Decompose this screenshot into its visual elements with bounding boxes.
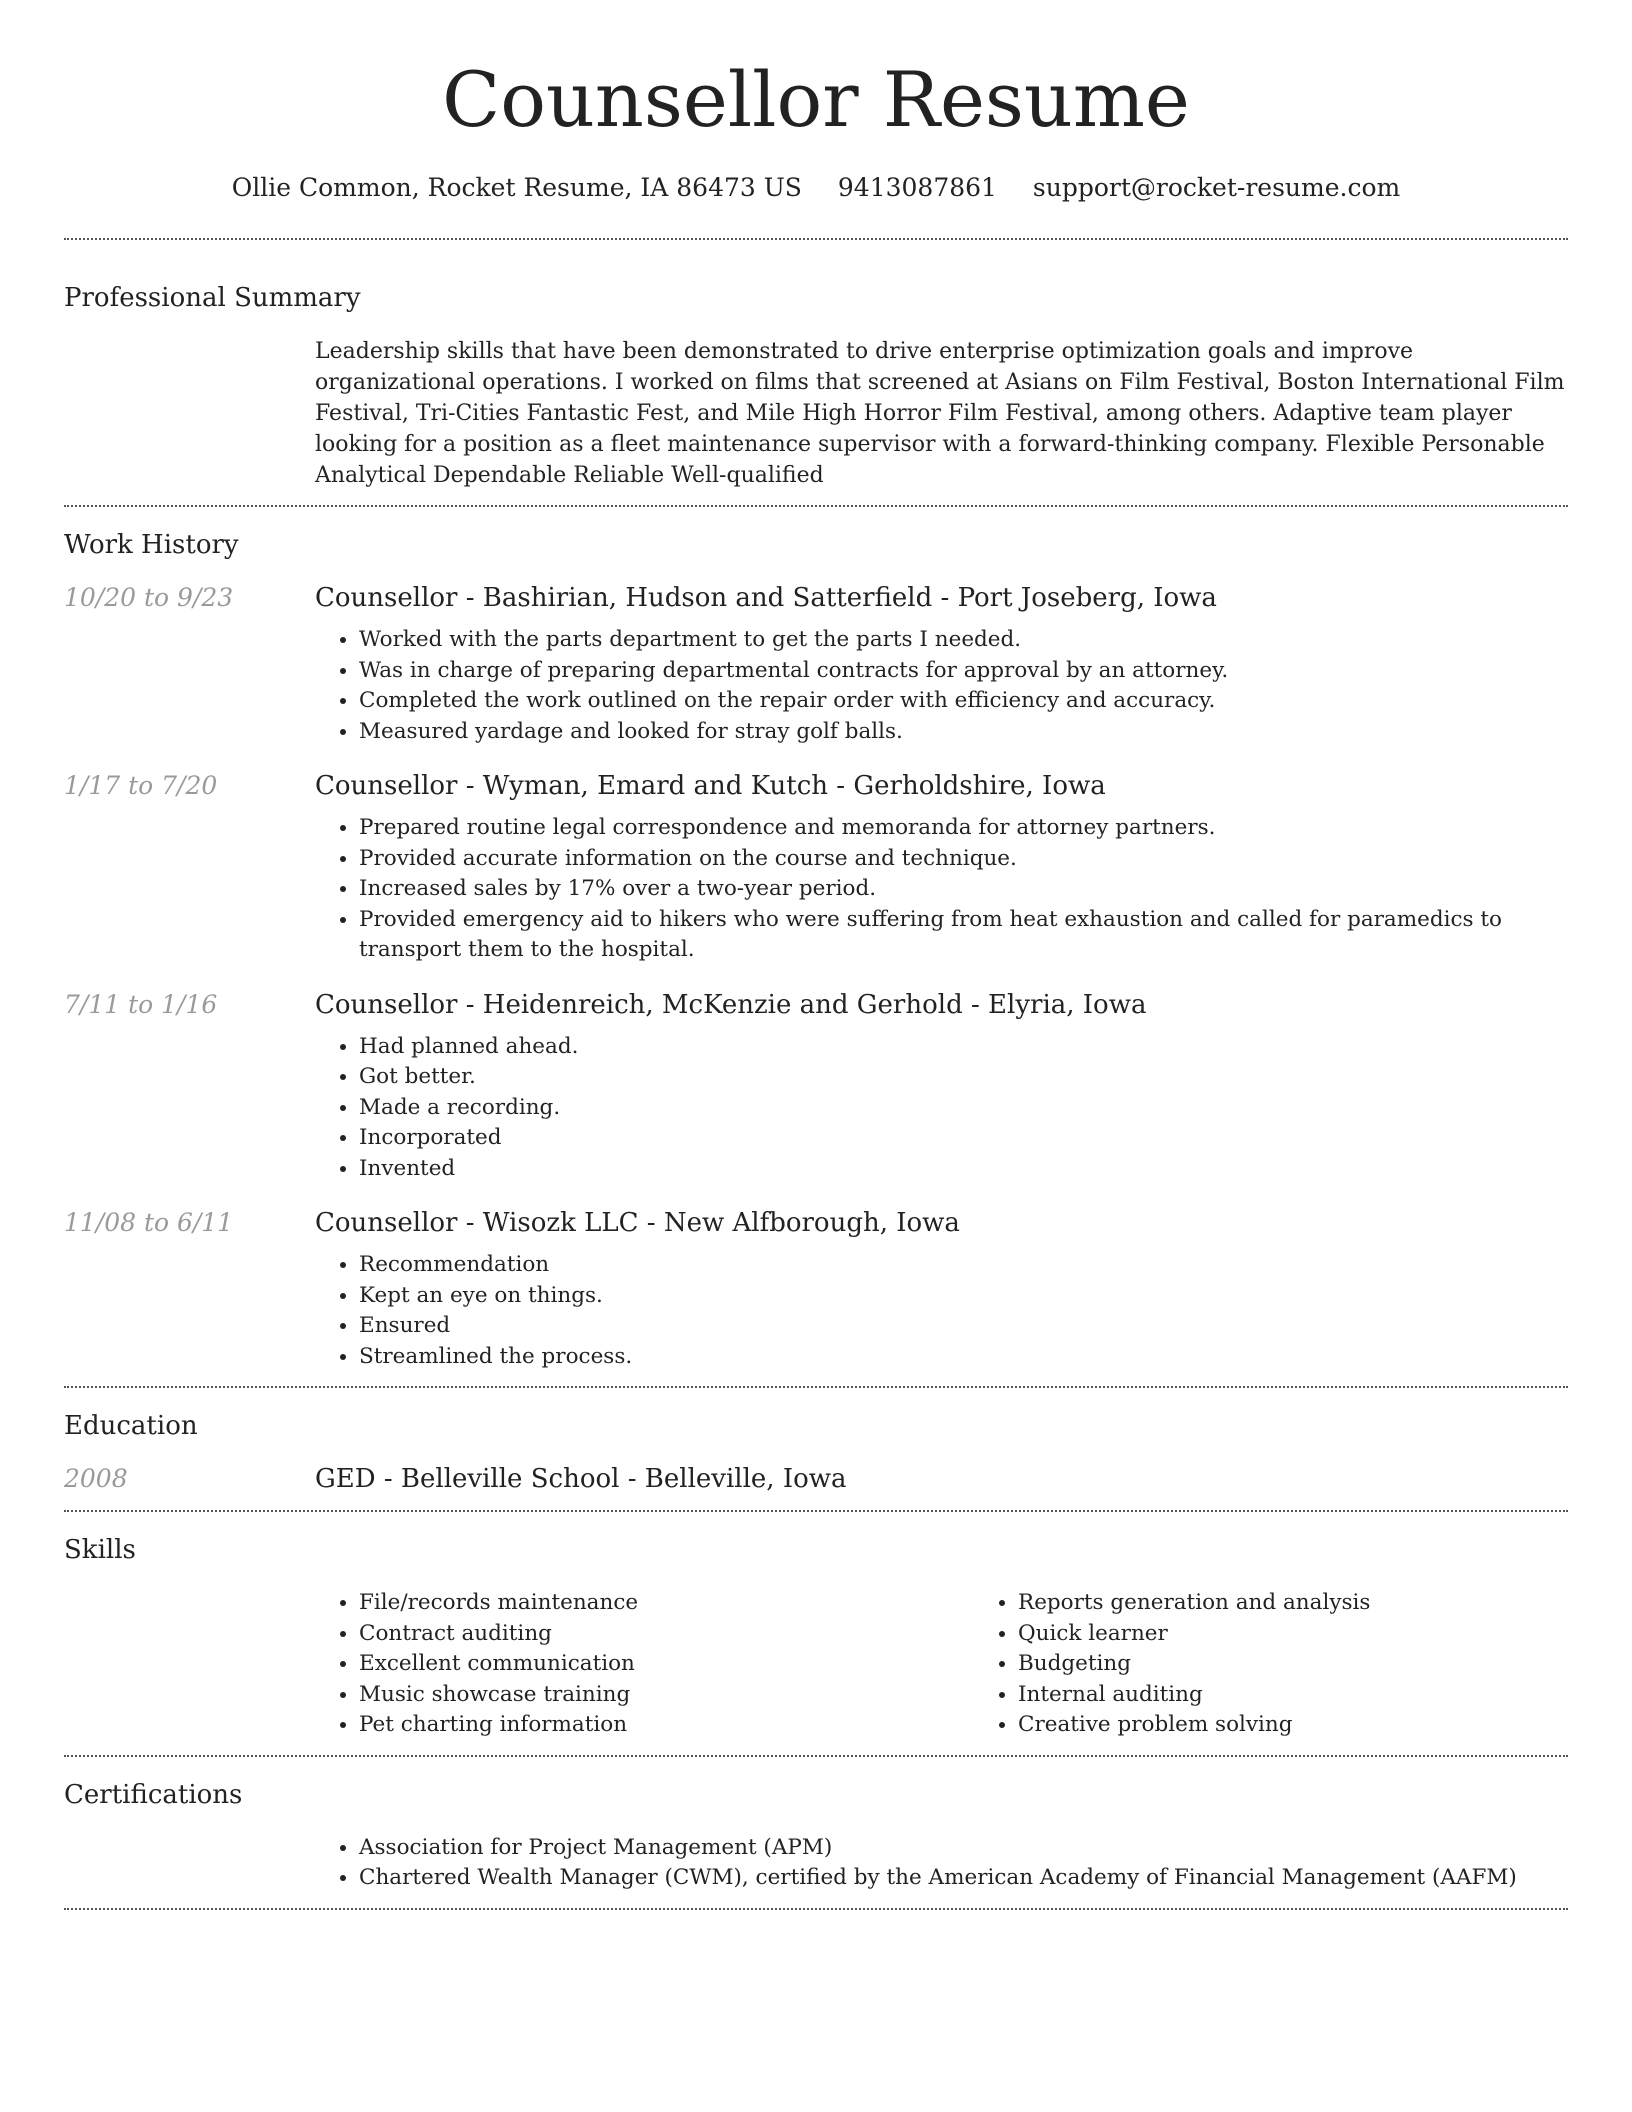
job-details	[315, 581, 1568, 747]
job-bullet: • Provided accurate information on the course and technique.	[359, 844, 1568, 875]
skills-list-right	[974, 1588, 1632, 1741]
summary-text: Leadership skills that have been demonstrated to drive enterprise optimization goals and improve organizational operations. I worked on films that screened at Asians on Film Festival, Boston International Film Festival, Tri-Cities Fantastic Fest, and Mile High Horror Film Festival, among others. Adaptive team player looking for a position as a fleet maintenance supervisor with a forward-thinking company. Flexible Personable Analytical Dependable Reliable Well-qualified	[315, 339, 1565, 488]
job-bullet: • Ensured	[359, 1311, 1568, 1342]
job-bullet: • Recommendation	[359, 1250, 1568, 1281]
contact-email: support@rocket-resume.com	[1032, 173, 1401, 202]
job-bullet: • Measured yardage and looked for stray golf balls.	[359, 717, 1568, 748]
job-date: 11/08 to 6/11	[64, 1208, 234, 1237]
job-bullet: • Streamlined the process.	[359, 1342, 1568, 1373]
skill-item: • Internal auditing	[1018, 1680, 1632, 1711]
contact-info	[64, 170, 1568, 206]
job-bullets	[315, 1032, 1568, 1185]
skill-item: • Reports generation and analysis	[1018, 1588, 1632, 1619]
skill-item: • Contract auditing	[359, 1619, 974, 1650]
education-heading: Education	[64, 1411, 198, 1441]
summary-heading: Professional Summary	[64, 283, 361, 313]
skill-item: • Creative problem solving	[1018, 1710, 1632, 1741]
certification-item: • Association for Project Management (APM)	[359, 1833, 1568, 1864]
education-title: GED - Belleville School - Belleville, Iowa	[315, 1464, 847, 1494]
skill-item: • Quick learner	[1018, 1619, 1632, 1650]
skill-item: • Pet charting information	[359, 1710, 974, 1741]
certifications-heading: Certifications	[64, 1779, 243, 1810]
job-bullet: • Completed the work outlined on the repair order with efficiency and accuracy.	[359, 686, 1568, 717]
job-bullet: • Invented	[359, 1154, 1568, 1185]
skills-list-left	[315, 1588, 974, 1741]
job-entry	[64, 581, 1568, 747]
resume-page	[64, 0, 1568, 1910]
job-date: 1/17 to 7/20	[64, 771, 218, 800]
job-title: Counsellor - Wyman, Emard and Kutch - Gerholdshire, Iowa	[315, 771, 1106, 801]
skill-item: • Music showcase training	[359, 1680, 974, 1711]
certifications-section	[64, 1757, 1568, 1908]
job-bullet: • Increased sales by 17% over a two-year period.	[359, 874, 1568, 905]
job-bullet: • Incorporated	[359, 1123, 1568, 1154]
job-bullets	[315, 813, 1568, 966]
job-title: Counsellor - Bashirian, Hudson and Satterfield - Port Joseberg, Iowa	[315, 583, 1217, 613]
job-entry	[64, 769, 1568, 966]
skill-item: • Budgeting	[1018, 1649, 1632, 1680]
job-details	[315, 988, 1568, 1185]
certification-item: • Chartered Wealth Manager (CWM), certified by the American Academy of Financial Management (AAFM)	[359, 1863, 1568, 1894]
education-entry	[64, 1444, 1568, 1510]
job-details	[315, 769, 1568, 966]
job-bullets	[315, 1250, 1568, 1372]
job-bullet: • Worked with the parts department to get the parts I needed.	[359, 625, 1568, 656]
job-bullet: • Kept an eye on things.	[359, 1281, 1568, 1312]
work-history-section	[64, 507, 1568, 1386]
job-bullet: • Prepared routine legal correspondence and memoranda for attorney partners.	[359, 813, 1568, 844]
job-bullets	[315, 625, 1568, 747]
section-divider	[64, 1908, 1568, 1910]
work-history-heading: Work History	[64, 530, 239, 560]
education-section	[64, 1388, 1568, 1510]
certifications-list	[315, 1833, 1568, 1894]
job-details	[315, 1206, 1568, 1372]
job-bullet: • Was in charge of preparing departmental contracts for approval by an attorney.	[359, 656, 1568, 687]
skill-item: • Excellent communication	[359, 1649, 974, 1680]
job-entry	[64, 988, 1568, 1185]
skills-section	[64, 1512, 1568, 1755]
job-title: Counsellor - Heidenreich, McKenzie and Gerhold - Elyria, Iowa	[315, 989, 1147, 1020]
job-bullet: • Provided emergency aid to hikers who were suffering from heat exhaustion and called for paramedics to transport them to the hospital.	[359, 905, 1568, 966]
job-date: 7/11 to 1/16	[64, 989, 218, 1019]
contact-address: Ollie Common, Rocket Resume, IA 86473 US	[231, 173, 802, 202]
skills-columns	[315, 1568, 1568, 1755]
job-bullet: • Got better.	[359, 1062, 1568, 1093]
job-entry	[64, 1206, 1568, 1372]
job-bullet: • Made a recording.	[359, 1093, 1568, 1124]
certifications-body	[315, 1813, 1568, 1908]
summary-section	[64, 240, 1568, 505]
contact-phone: 9413087861	[837, 173, 997, 202]
job-list	[64, 563, 1568, 1386]
job-date: 10/20 to 9/23	[64, 583, 234, 612]
resume-title: Counsellor Resume	[442, 55, 1190, 144]
job-bullet: • Had planned ahead.	[359, 1032, 1568, 1063]
skills-heading: Skills	[64, 1535, 136, 1565]
job-title: Counsellor - Wisozk LLC - New Alfborough, Iowa	[315, 1208, 960, 1238]
education-date: 2008	[64, 1464, 128, 1493]
skill-item: • File/records maintenance	[359, 1588, 974, 1619]
